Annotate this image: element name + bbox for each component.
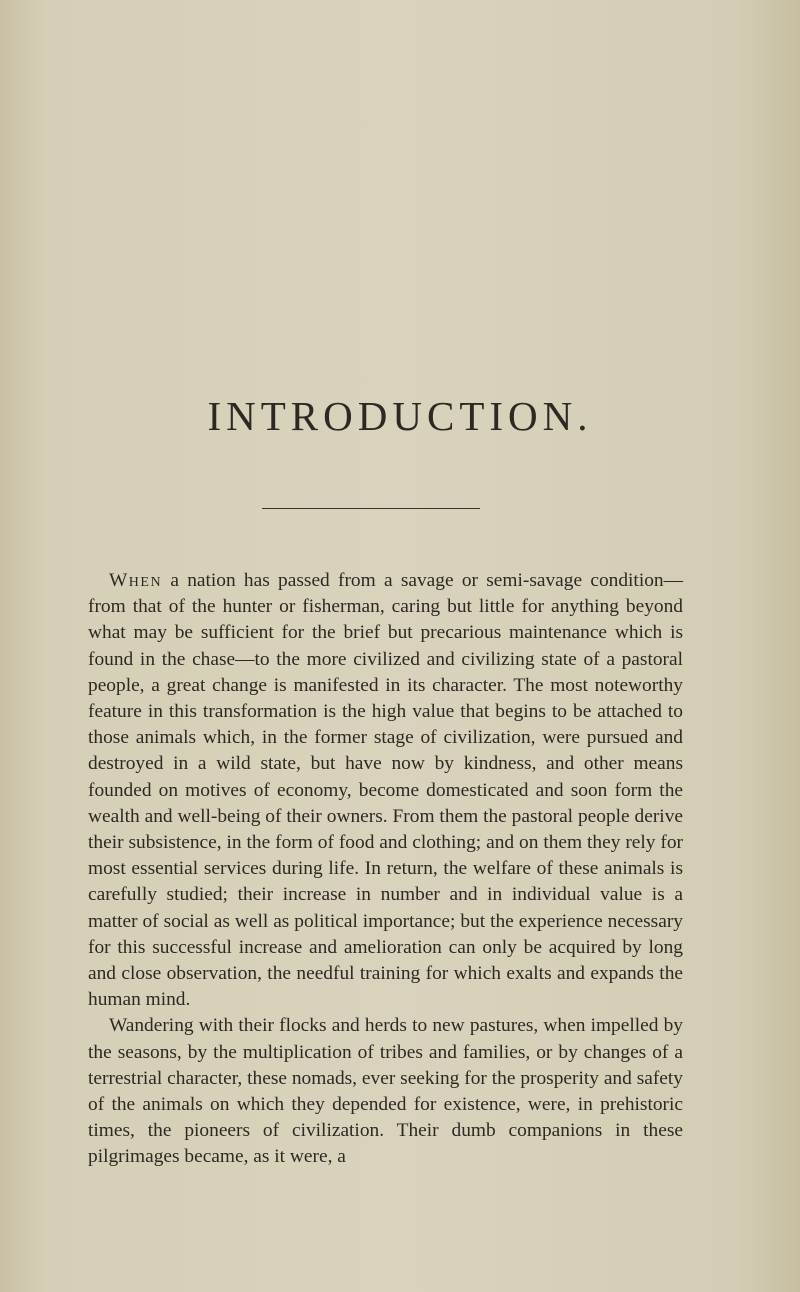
paragraph-2: Wandering with their flocks and herds to new pastures, when impelled by the seasons, by the multiplication of tribes and families, or by changes of a terrestrial character, these nomads, ever seeking for the prosperity and safety of the animals on which they depended for existence, were, in prehistoric times, the pioneers of civilization. Their dumb companions in these pilgrimages became, as it were, a — [88, 1015, 683, 1168]
paragraph-1 — [88, 568, 683, 1013]
chapter-title: INTRODUCTION. — [207, 393, 593, 439]
paragraph-1-text: a nation has passed from a savage or semi-savage condition—from that of the hunter or fisherman, caring but little for anything beyond what may be sufficient for the brief but precarious maintenance which is found in the chase—to the more civilized and civilizing state of a pastoral people, a great change is manifested in its character. The most noteworthy feature in this transformation is the high value that begins to be attached to those animals which, in the former stage of civilization, were pursued and destroyed in a wild state, but have now by kindness, and other means founded on motives of economy, become domesticated and soon form the wealth and well-being of their owners. From them the pastoral people derive their subsistence, in the form of food and clothing; and on them they rely for most essential services during life. In return, the welfare of these animals is carefully studied; their increase in number and in individual value is a matter of social as well as political importance; but the experience necessary for this successful increase and amelioration can only be acquired by long and close observation, the needful training for which exalts and expands the human mind. — [88, 570, 683, 1011]
opening-word: When — [109, 570, 163, 591]
body-text — [88, 568, 683, 1171]
title-divider — [262, 508, 480, 509]
